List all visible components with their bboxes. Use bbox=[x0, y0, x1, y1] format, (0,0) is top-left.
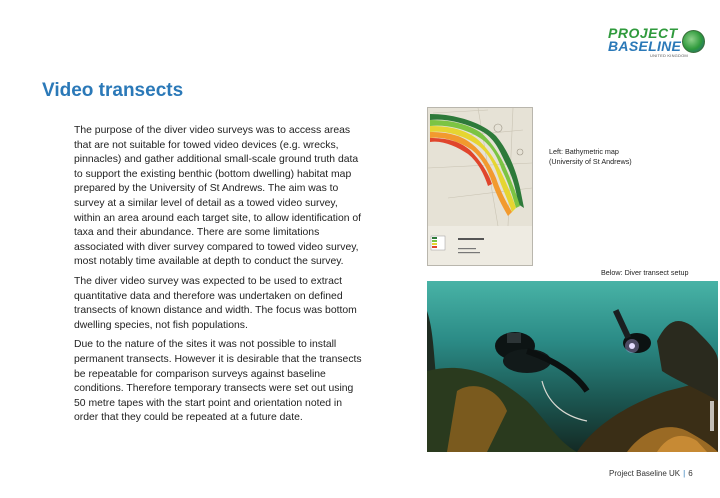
map-caption bbox=[549, 147, 709, 167]
paragraph-purpose: The purpose of the diver video surveys was to access areas that are not suitable for towed video devices (e.g. wrecks, pinnacles) and gather additional small-scale ground truth data to support the existing benthic (bottom dwelling) habitat map prepared by the University of St Andrews. The aim was to survey at a similar level of detail as a towed video survey, within an area around each target site, to allow identification of taxa and their abundance. There are some limitations associated with diver survey compared to towed video survey, most notably time available at depth to conduct the survey. bbox=[74, 125, 362, 268]
logo-text-country: UNITED KINGDOM bbox=[650, 53, 688, 58]
bathymetric-map-image bbox=[427, 107, 533, 266]
logo-text-baseline: BASELINE bbox=[608, 38, 682, 54]
diver-photo-graphic bbox=[427, 281, 718, 452]
map-caption-line2: (University of St Andrews) bbox=[549, 157, 632, 166]
page-number: 6 bbox=[688, 469, 693, 478]
project-baseline-logo bbox=[606, 26, 704, 58]
footer-title: Project Baseline UK bbox=[609, 469, 681, 478]
bathymetric-map-graphic bbox=[428, 108, 532, 265]
page-title: Video transects bbox=[42, 80, 184, 101]
logo-text-project: PROJECT bbox=[608, 25, 678, 41]
paragraph-quantitative: The diver video survey was expected to be used to extract quantitative data and therefore was undertaken on defined transects of known distance and width. The focus was bottom dwelling species, not fish populations. bbox=[74, 275, 357, 331]
paragraph-transects: Due to the nature of the sites it was not possible to install permanent transects. However it is desirable that the transects be repeatable for comparison surveys against baseline conditions. Therefore temporary transects were set out using 50 metre tapes with the start point and orientation noted in order that they could be repeated at a future date. bbox=[74, 339, 362, 424]
page-footer bbox=[609, 469, 693, 478]
footer-separator: | bbox=[683, 469, 686, 478]
body-text bbox=[74, 124, 364, 431]
globe-icon bbox=[682, 30, 705, 53]
map-caption-line1: Left: Bathymetric map bbox=[549, 147, 619, 156]
photo-caption: Below: Diver transect setup bbox=[601, 268, 689, 277]
diver-transect-photo bbox=[427, 281, 718, 452]
